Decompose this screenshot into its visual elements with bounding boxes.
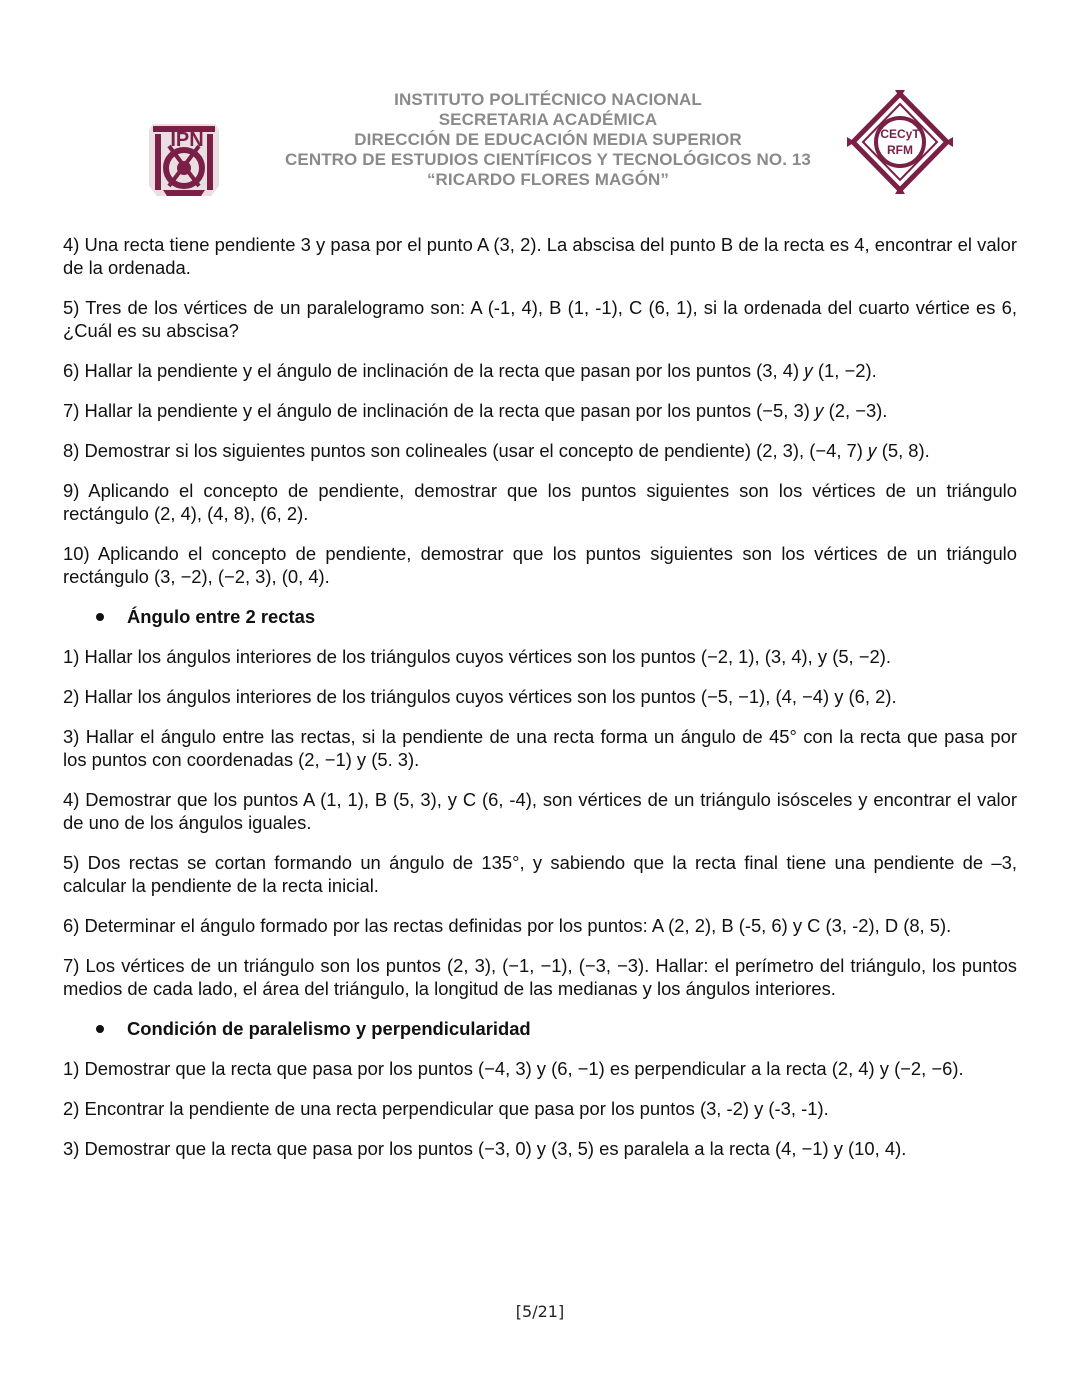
header-line-2: SECRETARIA ACADÉMICA: [438, 110, 658, 129]
exercise-item: 8) Demostrar si los siguientes puntos son colineales (usar el concepto de pendiente) (2, 3), (−4, 7) 𝑦 (5, 8).: [63, 440, 930, 461]
section-heading-angle: [63, 605, 1017, 628]
exercise-item: 2) Hallar los ángulos interiores de los triángulos cuyos vértices son los puntos (−5, −1), (4, −4) y (6, 2).: [63, 686, 897, 707]
header-line-4: CENTRO DE ESTUDIOS CIENTÍFICOS Y TECNOLÓGICOS NO. 13: [285, 150, 811, 169]
section-title: Condición de paralelismo y perpendicularidad: [127, 1018, 531, 1039]
exercise-item: 9) Aplicando el concepto de pendiente, demostrar que los puntos siguientes son los vértices de un triángulo rectángulo (2, 4), (4, 8), (6, 2).: [63, 480, 1017, 524]
header-line-1: INSTITUTO POLITÉCNICO NACIONAL: [394, 90, 702, 109]
exercise-item: 2) Encontrar la pendiente de una recta perpendicular que pasa por los puntos (3, -2) y (-3, -1).: [63, 1098, 829, 1119]
exercise-item: 6) Determinar el ángulo formado por las rectas definidas por los puntos: A (2, 2), B (-5, 6) y C (3, -2), D (8, 5).: [63, 915, 952, 936]
institution-header-text: [250, 90, 846, 190]
page-number: [5/21]: [515, 1302, 565, 1321]
cecyt-logo-icon: [847, 90, 953, 194]
header-line-3: DIRECCIÓN DE EDUCACIÓN MEDIA SUPERIOR: [354, 130, 742, 149]
header-line-5: “RICARDO FLORES MAGÓN”: [426, 170, 670, 189]
exercise-content: [63, 233, 1017, 1177]
exercise-item: 4) Demostrar que los puntos A (1, 1), B (5, 3), y C (6, -4), son vértices de un triángulo isósceles y encontrar el valor de uno de los ángulos iguales.: [63, 789, 1017, 833]
bullet-icon: [96, 1025, 104, 1033]
exercise-item: 4) Una recta tiene pendiente 3 y pasa por el punto A (3, 2). La abscisa del punto B de la recta es 4, encontrar el valor de la ordenada.: [63, 234, 1017, 278]
exercise-item: 7) Hallar la pendiente y el ángulo de inclinación de la recta que pasan por los puntos (−5, 3) 𝑦 (2, −3).: [63, 400, 888, 421]
exercise-item: 5) Tres de los vértices de un paralelogramo son: A (-1, 4), B (1, -1), C (6, 1), si la ordenada del cuarto vértice es 6, ¿Cuál es su abscisa?: [63, 297, 1017, 341]
bullet-icon: [96, 613, 104, 621]
exercise-item: 10) Aplicando el concepto de pendiente, demostrar que los puntos siguientes son los vértices de un triángulo rectángulo (3, −2), (−2, 3), (0, 4).: [63, 543, 1017, 587]
exercise-item: 7) Los vértices de un triángulo son los puntos (2, 3), (−1, −1), (−3, −3). Hallar: el perímetro del triángulo, los puntos medios de cada lado, el área del triángulo, la longitud de las medianas y los ángulos interiores.: [63, 955, 1017, 999]
exercise-item: 3) Hallar el ángulo entre las rectas, si la pendiente de una recta forma un ángulo de 45° con la recta que pasa por los puntos con coordenadas (2, −1) y (5. 3).: [63, 726, 1017, 770]
exercise-item: 1) Demostrar que la recta que pasa por los puntos (−4, 3) y (6, −1) es perpendicular a la recta (2, 4) y (−2, −6).: [63, 1058, 964, 1079]
svg-text:CECyT: CECyT: [880, 127, 920, 141]
page-header: [0, 88, 1080, 208]
section-title: Ángulo entre 2 rectas: [127, 606, 316, 627]
svg-text:IPN: IPN: [170, 129, 204, 151]
section-heading-parallel: [63, 1017, 1017, 1040]
svg-text:RFM: RFM: [887, 143, 913, 157]
exercise-item: 6) Hallar la pendiente y el ángulo de inclinación de la recta que pasan por los puntos (3, 4) 𝑦 (1, −2).: [63, 360, 877, 381]
exercise-item: 3) Demostrar que la recta que pasa por los puntos (−3, 0) y (3, 5) es paralela a la recta (4, −1) y (10, 4).: [63, 1138, 907, 1159]
exercise-item: 1) Hallar los ángulos interiores de los triángulos cuyos vértices son los puntos (−2, 1), (3, 4), y (5, −2).: [63, 646, 891, 667]
exercise-item: 5) Dos rectas se cortan formando un ángulo de 135°, y sabiendo que la recta final tiene una pendiente de –3, calcular la pendiente de la recta inicial.: [63, 852, 1017, 896]
ipn-logo-icon: [143, 116, 225, 200]
